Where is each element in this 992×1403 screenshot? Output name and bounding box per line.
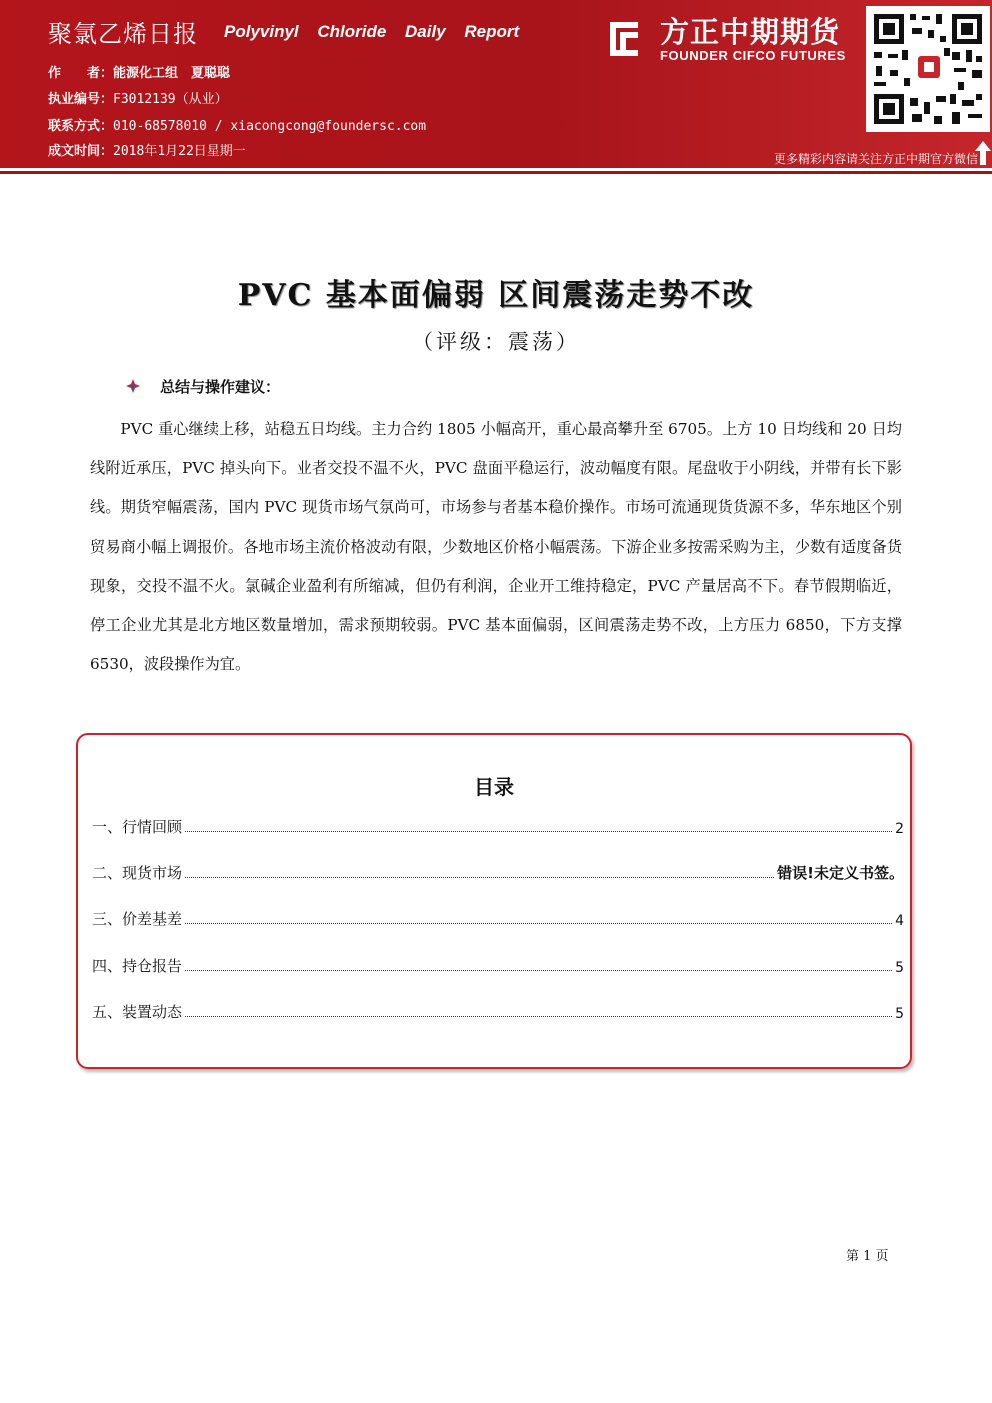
page-number: 第 1 页 — [846, 1249, 889, 1264]
header-divider-red — [0, 171, 992, 174]
toc-leader-dots — [185, 970, 892, 971]
company-logo-en: FOUNDER CIFCO FUTURES — [660, 48, 846, 63]
page-title: PVC 基本面偏弱 区间震荡走势不改 — [237, 278, 755, 313]
license-label: 执业编号： — [48, 92, 114, 107]
toc-leader-dots — [185, 923, 892, 924]
toc-item-page: 5 — [895, 960, 904, 976]
toc-item-spread-basis[interactable] — [92, 907, 904, 929]
toc-item-label: 四、持仓报告 — [92, 957, 183, 975]
toc-title: 目录 — [474, 775, 514, 799]
report-title-en: Polyvinyl Chloride Daily Report — [224, 22, 520, 41]
toc-leader-dots — [185, 877, 774, 878]
arrow-up-icon — [974, 140, 992, 166]
toc-leader-dots — [185, 1016, 892, 1017]
founder-logo-icon — [604, 16, 644, 60]
toc-item-label: 二、现货市场 — [92, 864, 183, 882]
contact-label: 联系方式： — [48, 119, 114, 134]
toc-item-page: 4 — [895, 913, 904, 929]
license-value: F3012139（从业） — [113, 92, 228, 107]
summary-heading — [126, 376, 280, 397]
author-value: 能源化工组 夏聪聪 — [113, 66, 231, 81]
date-label: 成文时间： — [48, 144, 114, 159]
contact-line — [48, 115, 426, 134]
date-value: 2018年1月22日星期一 — [113, 144, 246, 159]
summary-heading-text: 总结与操作建议： — [160, 378, 281, 396]
license-line — [48, 88, 228, 107]
toc-leader-dots — [185, 831, 892, 832]
toc-item-market-review[interactable] — [92, 815, 904, 837]
report-header — [0, 0, 992, 168]
toc-item-spot-market[interactable] — [92, 861, 904, 883]
author-line — [48, 62, 230, 81]
toc-item-page: 错误!未定义书签。 — [777, 864, 904, 882]
summary-paragraph: PVC 重心继续上移，站稳五日均线。主力合约 1805 小幅高开，重心最高攀升至 6705。上方 10 日均线和 20 日均线附近承压，PVC 掉头向下。业者交投不温不火，PVC 盘面平稳运行，波动幅度有限。尾盘收于小阴线，并带有长下影线。期货窄幅震荡，国内 PVC 现货市场气氛尚可，市场参与者基本稳价操作。市场可流通现货货源不多，华东地区个别贸易商小幅上调报价。各地市场主流价格波动有限，少数地区价格小幅震荡。下游企业多按需采购为主，少数有适度备货现象，交投不温不火。氯碱企业盈利有所缩减，但仍有利润，企业开工维持稳定，PVC 产量居高不下。春节假期临近，停工企业尤其是北方地区数量增加，需求预期较弱。PVC 基本面偏弱，区间震荡走势不改，上方压力 6850，下方支撑 6530，波段操作为宜。 — [90, 420, 902, 674]
author-label: 作 者： — [48, 66, 114, 81]
rating-label: （评级：震荡） — [412, 330, 580, 354]
wechat-follow-note: 更多精彩内容请关注方正中期官方微信 — [773, 152, 978, 166]
toc-item-page: 5 — [895, 1006, 904, 1022]
toc-item-label: 五、装置动态 — [92, 1003, 183, 1021]
qr-code-icon — [866, 6, 990, 132]
toc-item-page: 2 — [895, 821, 904, 837]
toc-item-plant-news[interactable] — [92, 1000, 904, 1022]
report-title-cn: 聚氯乙烯日报 — [48, 20, 198, 48]
contact-value: 010-68578010 / xiacongcong@foundersc.com — [113, 119, 427, 134]
toc-item-position-report[interactable] — [92, 954, 904, 976]
company-logo-cn: 方正中期期货 — [660, 15, 841, 49]
date-line — [48, 140, 246, 159]
toc-item-label: 三、价差基差 — [92, 910, 183, 928]
table-of-contents — [76, 733, 912, 1069]
toc-item-label: 一、行情回顾 — [92, 818, 183, 836]
